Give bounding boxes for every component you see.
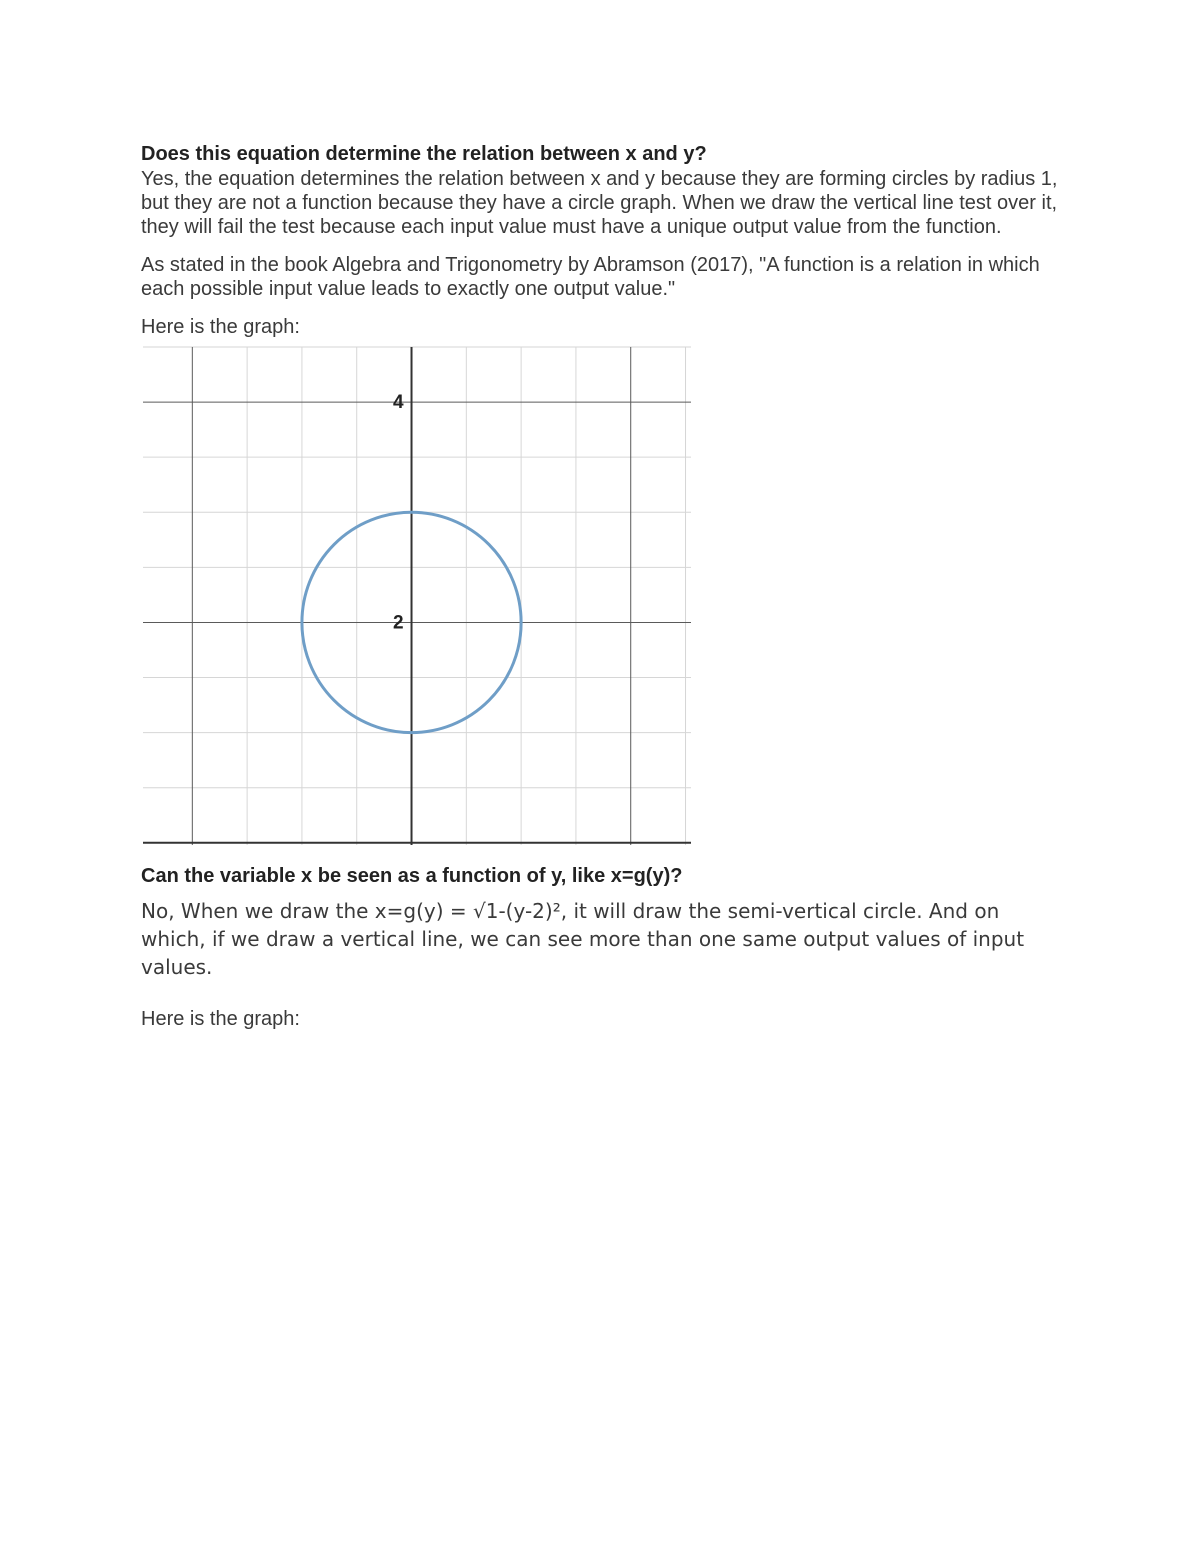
question-2-heading: Can the variable x be seen as a function of y, like x=g(y)?	[141, 865, 683, 887]
y-tick-label: 2	[392, 612, 404, 634]
document-page	[141, 141, 1061, 1031]
circle-graph-svg	[141, 345, 693, 851]
graph-intro-1: Here is the graph:	[141, 316, 300, 338]
graph-intro-2: Here is the graph:	[141, 1008, 300, 1030]
answer-2-paragraph: No, When we draw the x=g(y) = √1-(y-2)², it will draw the semi-vertical circle. And on which, if we draw a vertical line, we can see more than one same output values of input values.	[141, 899, 1025, 979]
circle-graph	[141, 345, 693, 851]
answer-1-paragraph: Yes, the equation determines the relation between x and y because they are forming circles by radius 1, but they are not a function because they have a circle graph. When we draw the vertical line test over it, they will fail the test because each input value must have a unique output value from the function.	[141, 168, 1058, 238]
axes	[143, 347, 691, 845]
y-tick-label: 4	[392, 392, 404, 414]
minor-grid-lines	[143, 347, 691, 845]
question-1-heading: Does this equation determine the relation between x and y?	[141, 143, 707, 165]
quote-paragraph: As stated in the book Algebra and Trigonometry by Abramson (2017), "A function is a relation in which each possible input value leads to exactly one output value."	[141, 254, 1040, 300]
major-grid-lines	[143, 347, 691, 845]
